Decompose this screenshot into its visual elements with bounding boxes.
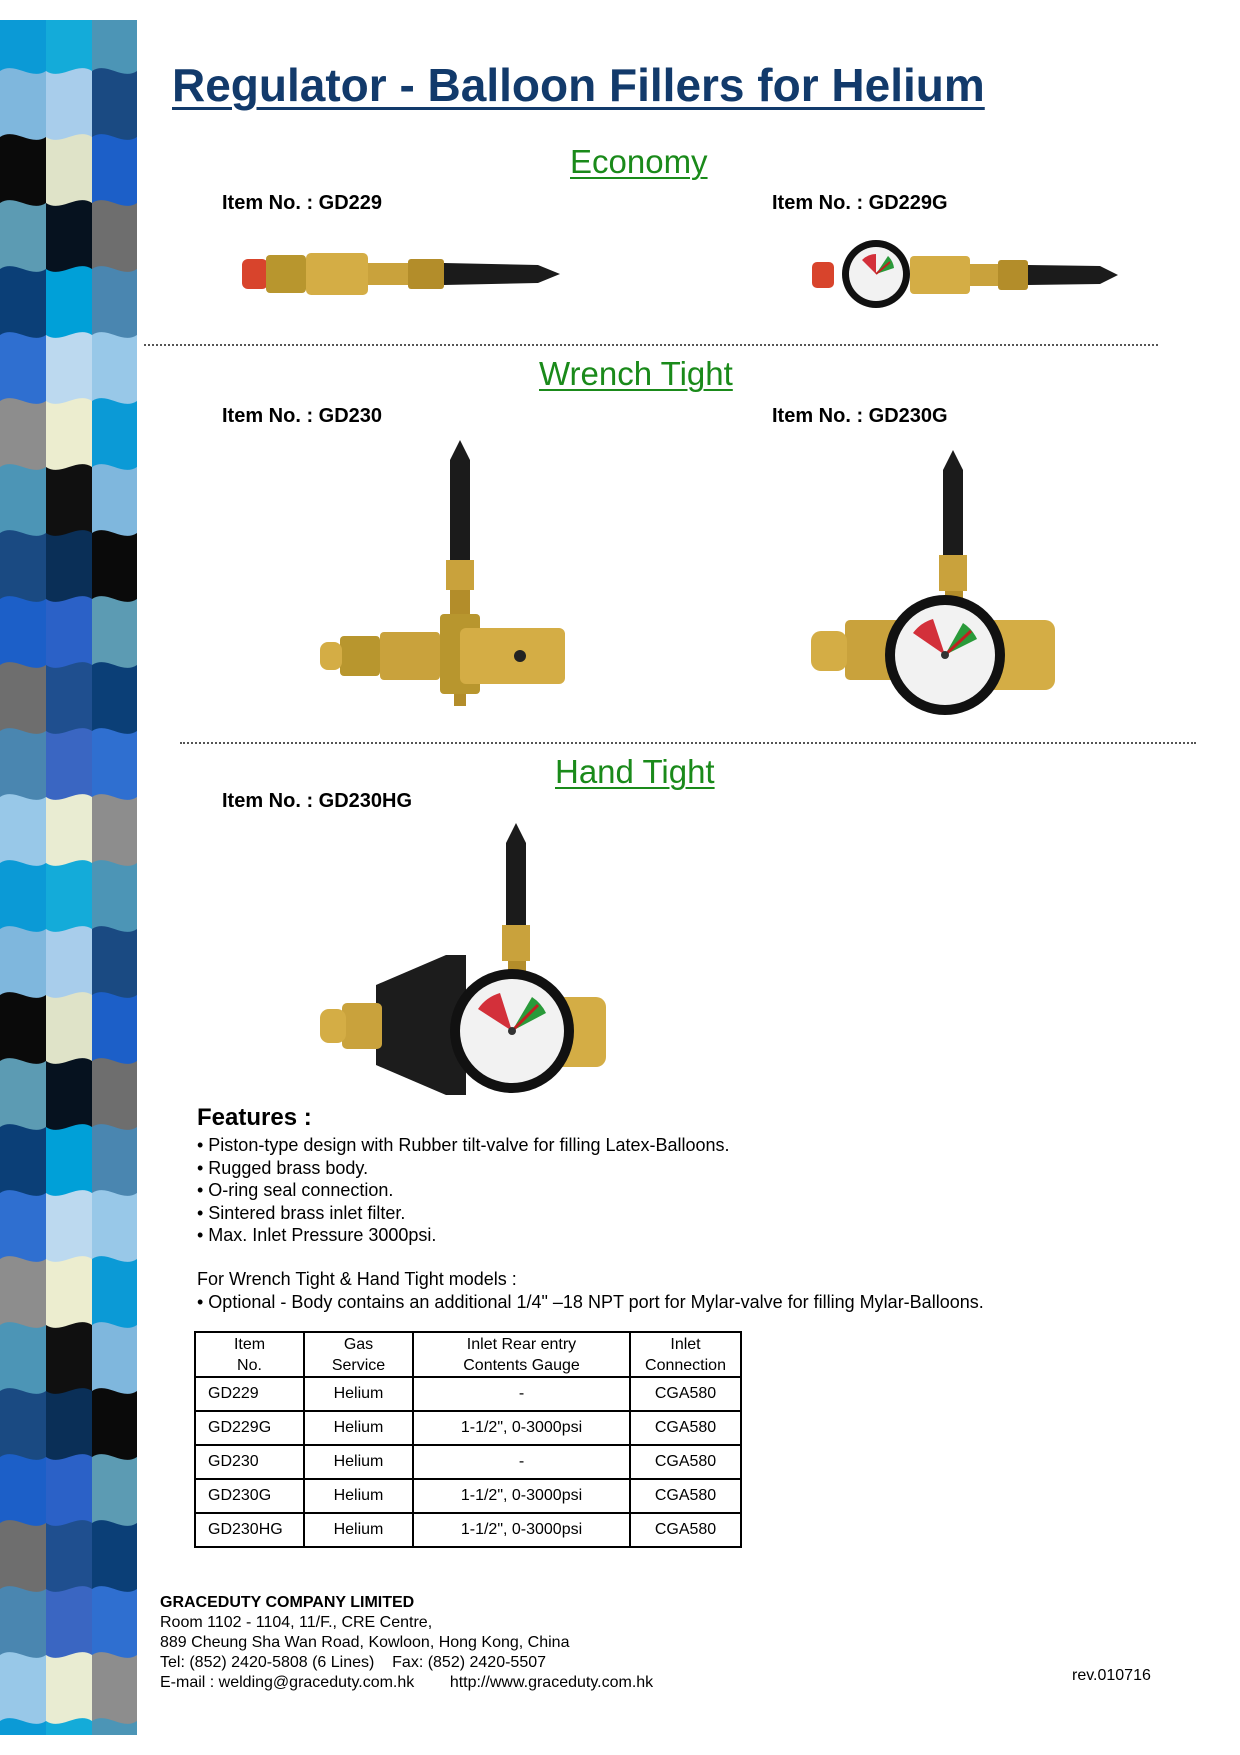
- section-economy: Economy: [570, 143, 708, 180]
- cell-inlet: CGA580: [630, 1513, 741, 1547]
- item-label-gd230: Item No. : GD230: [222, 405, 383, 427]
- cell-item: GD230: [195, 1445, 304, 1479]
- header-gas-service: Gas Service: [304, 1332, 413, 1377]
- cell-gas: Helium: [304, 1513, 413, 1547]
- divider-2: [180, 742, 1196, 744]
- sidebar-stripe: [0, 134, 46, 208]
- item-label-gd229g: Item No. : GD229G: [772, 192, 948, 214]
- sidebar-stripe: [92, 794, 137, 868]
- revision-label: rev.010716: [1072, 1667, 1151, 1684]
- brass-body: [910, 256, 970, 294]
- cell-gauge: -: [413, 1445, 630, 1479]
- sidebar-stripe: [46, 794, 92, 868]
- item-label-gd230hg: Item No. : GD230HG: [222, 790, 413, 812]
- sidebar-stripe: [0, 1586, 46, 1660]
- sidebar-stripe: [92, 1454, 137, 1528]
- item-label-gd230g: Item No. : GD230G: [772, 405, 948, 427]
- sidebar-stripe: [92, 1388, 137, 1462]
- sidebar-stripe: [92, 728, 137, 802]
- company-info: [160, 1593, 653, 1693]
- red-cap: [242, 259, 268, 289]
- sidebar-stripe: [92, 992, 137, 1066]
- black-nozzle: [943, 450, 963, 555]
- sidebar-stripe: [46, 1124, 92, 1198]
- inlet-nipple: [320, 642, 342, 670]
- sidebar-stripe: [0, 20, 46, 76]
- sidebar-stripe: [92, 596, 137, 670]
- sidebar-stripe: [0, 1388, 46, 1462]
- sidebar-stripe: [0, 1520, 46, 1594]
- sidebar-stripe: [46, 1454, 92, 1528]
- optional-note: [197, 1268, 984, 1313]
- product-photo-gd230: [310, 430, 580, 710]
- cell-gauge: 1-1/2", 0-3000psi: [413, 1479, 630, 1513]
- sidebar-stripe: [46, 860, 92, 934]
- table-row: [195, 1445, 741, 1479]
- company-phone: Tel: (852) 2420-5808 (6 Lines): [160, 1654, 375, 1671]
- cell-inlet: CGA580: [630, 1411, 741, 1445]
- cell-item: GD230HG: [195, 1513, 304, 1547]
- page-title: Regulator - Balloon Fillers for Helium: [172, 59, 985, 111]
- sidebar-stripe: [46, 134, 92, 208]
- brass-stem: [454, 694, 466, 706]
- company-phone-fax: [160, 1653, 653, 1673]
- table-row: [195, 1513, 741, 1547]
- feature-item: • O-ring seal connection.: [197, 1180, 394, 1200]
- brass-inlet: [340, 636, 380, 676]
- sidebar-stripe: [46, 332, 92, 406]
- sidebar-stripe: [92, 1652, 137, 1726]
- company-address-2: 889 Cheung Sha Wan Road, Kowloon, Hong Kong, China: [160, 1634, 570, 1651]
- sidebar-stripe: [46, 1190, 92, 1264]
- brass-neck: [368, 263, 408, 285]
- sidebar-stripe: [46, 728, 92, 802]
- brass-fitting: [450, 590, 470, 614]
- brass-nut: [266, 255, 306, 293]
- black-nozzle: [506, 823, 526, 925]
- sidebar-stripe: [46, 1652, 92, 1726]
- sidebar-stripe: [0, 1322, 46, 1396]
- header-inlet-connection: Inlet Connection: [630, 1332, 741, 1377]
- sidebar-stripe: [92, 926, 137, 1000]
- sidebar-stripe: [0, 860, 46, 934]
- sidebar-stripe: [92, 134, 137, 208]
- product-photo-gd230hg: [316, 815, 616, 1095]
- sidebar-stripe: [92, 20, 137, 76]
- cell-gauge: -: [413, 1377, 630, 1411]
- sidebar-stripe: [92, 530, 137, 604]
- gauge-pivot: [941, 651, 949, 659]
- sidebar-stripe: [0, 596, 46, 670]
- header-gauge: Inlet Rear entry Contents Gauge: [413, 1332, 630, 1377]
- note-text: • Optional - Body contains an additional 1/4" –18 NPT port for Mylar-valve for filling Mylar-Balloons.: [197, 1291, 984, 1312]
- sidebar-stripe: [0, 794, 46, 868]
- feature-item: • Rugged brass body.: [197, 1157, 369, 1178]
- sidebar-stripe: [46, 662, 92, 736]
- sidebar-stripe: [46, 464, 92, 538]
- brass-nut: [380, 632, 440, 680]
- sidebar-stripe: [92, 1256, 137, 1330]
- cell-inlet: CGA580: [630, 1377, 741, 1411]
- cell-gas: Helium: [304, 1377, 413, 1411]
- sidebar-stripe: [92, 200, 137, 274]
- product-photo-gd230g: [805, 445, 1065, 715]
- item-label-gd229: Item No. : GD229: [222, 192, 383, 214]
- brass-fitting: [998, 260, 1028, 290]
- inlet-nipple: [320, 1009, 346, 1043]
- features-list: [197, 1134, 730, 1247]
- sidebar-stripe: [46, 1322, 92, 1396]
- product-photo-gd229: [238, 245, 563, 305]
- note-heading: For Wrench Tight & Hand Tight models :: [197, 1269, 517, 1289]
- sidebar-stripe: [0, 1454, 46, 1528]
- company-contact: [160, 1673, 653, 1693]
- sidebar-pattern: [0, 20, 137, 1735]
- sidebar-stripe: [46, 200, 92, 274]
- brass-neck: [446, 560, 474, 590]
- sidebar-stripe: [0, 1124, 46, 1198]
- sidebar-stripe: [92, 1520, 137, 1594]
- cell-gauge: 1-1/2", 0-3000psi: [413, 1411, 630, 1445]
- black-nozzle: [444, 263, 560, 285]
- sidebar-stripe: [92, 332, 137, 406]
- sidebar-stripe: [0, 266, 46, 340]
- sidebar-stripe: [46, 1058, 92, 1132]
- company-email[interactable]: E-mail : welding@graceduty.com.hk: [160, 1674, 415, 1691]
- sidebar-stripe: [0, 464, 46, 538]
- gauge-pivot: [508, 1027, 516, 1035]
- sidebar-stripe: [92, 266, 137, 340]
- sidebar-stripe: [46, 530, 92, 604]
- product-photo-gd229g: [810, 238, 1120, 310]
- cell-gas: Helium: [304, 1479, 413, 1513]
- sidebar-stripe: [0, 728, 46, 802]
- sidebar-stripe: [46, 926, 92, 1000]
- sidebar-stripe: [0, 1058, 46, 1132]
- brass-neck: [970, 264, 998, 286]
- feature-item: • Sintered brass inlet filter.: [197, 1202, 406, 1223]
- brass-neck: [502, 925, 530, 961]
- sidebar-stripe: [0, 1256, 46, 1330]
- inlet-nipple: [811, 631, 847, 671]
- sidebar-stripe: [0, 662, 46, 736]
- sidebar-stripe: [92, 662, 137, 736]
- section-hand-tight: Hand Tight: [555, 753, 715, 790]
- sidebar-stripe: [0, 200, 46, 274]
- sidebar-stripe: [92, 1058, 137, 1132]
- cell-gas: Helium: [304, 1411, 413, 1445]
- sidebar-stripe: [0, 398, 46, 472]
- sidebar-stripe: [46, 1520, 92, 1594]
- cell-gas: Helium: [304, 1445, 413, 1479]
- sidebar-stripe: [46, 1256, 92, 1330]
- sidebar-stripe: [46, 992, 92, 1066]
- table-row: [195, 1479, 741, 1513]
- sidebar-stripe: [92, 68, 137, 142]
- company-website[interactable]: http://www.graceduty.com.hk: [449, 1674, 654, 1691]
- feature-item: • Piston-type design with Rubber tilt-valve for filling Latex-Balloons.: [197, 1135, 730, 1155]
- sidebar-stripe: [46, 398, 92, 472]
- sidebar-stripe: [0, 332, 46, 406]
- brass-fitting: [408, 259, 444, 289]
- sidebar-stripe: [46, 596, 92, 670]
- header-item-no: Item No.: [195, 1332, 304, 1377]
- cell-inlet: CGA580: [630, 1479, 741, 1513]
- spec-table: [194, 1331, 742, 1548]
- sidebar-stripe: [46, 68, 92, 142]
- divider-1: [144, 344, 1158, 346]
- cell-item: GD229G: [195, 1411, 304, 1445]
- cell-inlet: CGA580: [630, 1445, 741, 1479]
- decorative-sidebar: [0, 20, 137, 1735]
- cell-item: GD229: [195, 1377, 304, 1411]
- black-nozzle: [1028, 265, 1118, 285]
- table-row: [195, 1377, 741, 1411]
- port-hole: [514, 650, 526, 662]
- sidebar-stripe: [92, 398, 137, 472]
- brass-body: [306, 253, 368, 295]
- section-wrench-tight: Wrench Tight: [539, 355, 733, 392]
- table-row: [195, 1411, 741, 1445]
- sidebar-stripe: [0, 68, 46, 142]
- sidebar-stripe: [92, 1586, 137, 1660]
- company-fax: Fax: (852) 2420-5507: [392, 1654, 547, 1671]
- cell-gauge: 1-1/2", 0-3000psi: [413, 1513, 630, 1547]
- brass-neck: [939, 555, 967, 591]
- cell-item: GD230G: [195, 1479, 304, 1513]
- feature-item: • Max. Inlet Pressure 3000psi.: [197, 1225, 437, 1245]
- sidebar-stripe: [0, 926, 46, 1000]
- sidebar-stripe: [0, 1652, 46, 1726]
- sidebar-stripe: [46, 1586, 92, 1660]
- sidebar-stripe: [92, 1322, 137, 1396]
- company-address-1: Room 1102 - 1104, 11/F., CRE Centre,: [160, 1614, 433, 1631]
- sidebar-stripe: [0, 530, 46, 604]
- features-heading: Features :: [197, 1104, 312, 1131]
- sidebar-stripe: [0, 1190, 46, 1264]
- sidebar-stripe: [92, 464, 137, 538]
- sidebar-stripe: [46, 1388, 92, 1462]
- brass-body: [460, 628, 565, 684]
- red-cap: [812, 262, 834, 288]
- sidebar-stripe: [92, 1124, 137, 1198]
- sidebar-stripe: [92, 1190, 137, 1264]
- sidebar-stripe: [0, 992, 46, 1066]
- sidebar-stripe: [46, 20, 92, 76]
- brass-inlet: [342, 1003, 382, 1049]
- sidebar-stripe: [46, 266, 92, 340]
- sidebar-stripe: [92, 860, 137, 934]
- table-header-row: [195, 1332, 741, 1377]
- black-nozzle: [450, 440, 470, 560]
- company-name: GRACEDUTY COMPANY LIMITED: [160, 1594, 415, 1611]
